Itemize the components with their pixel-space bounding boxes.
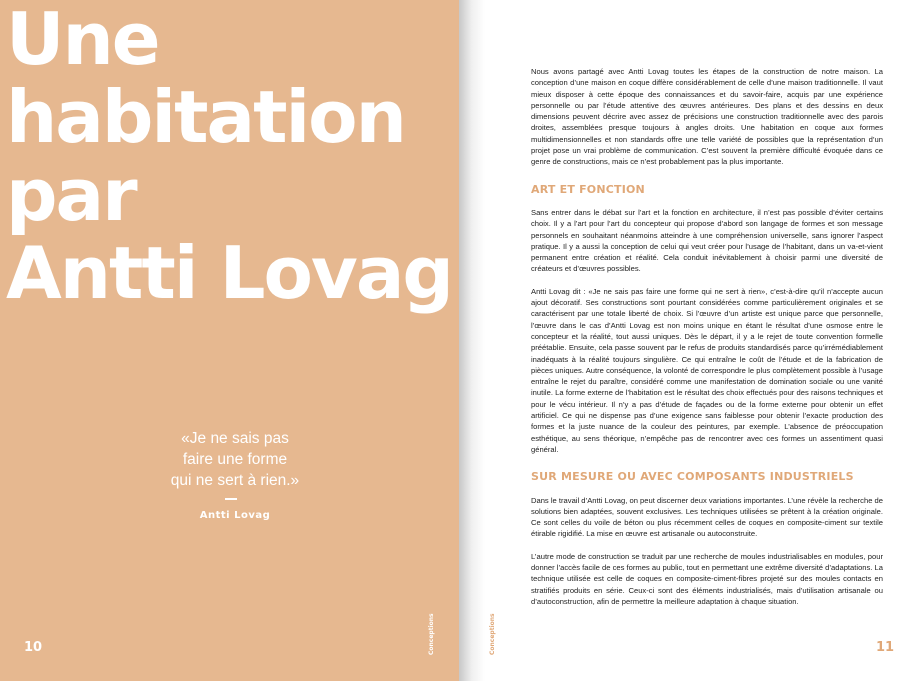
paragraph: L’autre mode de construction se traduit par une recherche de moules industrialisables en modules, pour donner l’accès facile de ces formes au public, tout en permettant une extrême diversité d’adaptations. La technique utilisée est celle de coques en composite-ciment-fibres projeté sur des moules contacts en stratifiés produits en série. Ceux-ci sont des éléments industrialisés, mais d’utilisation artisanale ou d’autoconstruction, afin de permettre la meilleure adaptation à chaque situation.	[531, 551, 883, 606]
quote-divider	[225, 498, 237, 500]
title-line: Une	[6, 0, 159, 81]
section-heading: SUR MESURE OU AVEC COMPOSANTS INDUSTRIELS	[531, 470, 854, 484]
gutter-shadow	[459, 0, 485, 681]
quote-line: qui ne sert à rien.»	[170, 472, 300, 489]
page-number: 10	[24, 640, 43, 655]
paragraph: Antti Lovag dit : «Je ne sais pas faire une forme qui ne sert à rien», c’est-à-dire qu’il n’accepte aucun ajout décoratif. Ses constructions sont pourtant considérées comme particulièrement originales et se caractérisent par une totale liberté de choix. Si l’œuvre d’un artiste est unique parce que personnelle, l’œuvre dans le cas d’Antti Lovag est non moins unique en étant le résultat d’une osmose entre le concepteur et la réalité, tout aussi uniques. Dès le départ, il y a le rejet de toute convention formelle préétablie. Ensuite, cela passe souvent par le refus de produits standardisés parce qu’irrémédiablement inadéquats à la réalité toujours singulière. Ce qui entraîne le coût de l’étude et de la fabrication de pièces uniques. Autre conséquence, la volonté de correspondre le plus complètement possible à l’usage entraîne le rejet du paraître, considéré comme une manifestation de domination sociale ou une vanité inutile. La forme externe de l’habitation est le résultat des choix effectués pour des raisons techniques et pour le vécu intérieur. Il n’y a pas d’étude de façades ou de la forme externe pour obtenir un effet artificiel. Ce qui ne dispense pas d’une exigence sans faiblesse pour obtenir l’exacte production des formes et la juste nuance de la couleur des peintures, par exemple. L’absence de préoccupation esthétique, au sens théorique, n’empêche pas de rencontrer avec ces formes un assentiment quasi général.	[531, 286, 883, 454]
article-body	[531, 66, 883, 618]
running-header: Conceptions	[489, 613, 496, 655]
title-line: habitation	[6, 75, 405, 159]
page-number: 11	[876, 640, 895, 655]
right-page	[459, 0, 918, 681]
title-line: Antti Lovag	[6, 231, 452, 315]
quote-line: faire une forme	[182, 451, 288, 468]
pull-quote	[140, 428, 330, 491]
title-line: par	[6, 153, 136, 237]
page-title	[6, 0, 452, 315]
section-heading: ART ET FONCTION	[531, 182, 645, 196]
running-header: Conceptions	[428, 613, 435, 655]
quote-author: Antti Lovag	[199, 510, 271, 521]
paragraph: Sans entrer dans le débat sur l’art et la fonction en architecture, il n’est pas possible d’éviter certains choix. Il y a l’art pour l’art du concepteur qui propose d’abord son langage de formes et son message personnels en souhaitant néanmoins atteindre à une compréhension universelle, sans ignorer l’aspect pratique. Il y a aussi la conception de celui qui veut créer pour l’usage de l’habitant, dans un va-et-vient permanent entre création et réalité. Cela conduit inévitablement à choisir parmi une diversité de créateurs et d’œuvres possibles.	[531, 207, 883, 274]
intro-paragraph: Nous avons partagé avec Antti Lovag toutes les étapes de la construction de notre maison. La conception d’une maison en coque diffère considérablement de celle d’une maison traditionnelle. Il vaut mieux disposer à cette époque des connaissances et du savoir-faire, acquis par une expérience personnelle ou par l’étude attentive des œuvres antérieures. Des plans et des dessins en deux dimensions peuvent décrire avec assez de précisions une construction traditionnelle avec des parois droites, assemblées presque toujours à angles droits. Une habitation en coque aux formes multidimensionnelles et non standards offre une telle variété de possibles que la représentation d’un projet pose un vrai problème de communication. C’est souvent la première difficulté évoquée dans ce genre de constructions, mais ce n’est probablement pas la plus importante.	[531, 67, 883, 167]
quote-line: «Je ne sais pas	[181, 430, 289, 447]
paragraph: Dans le travail d’Antti Lovag, on peut discerner deux variations importantes. L’une révèle la recherche de solutions bien adaptées, souvent exclusives. Les techniques utilisées se prêtent à la création originale. Ce sont celles du voile de béton ou plus récemment celles de coques en composite-ciment sur textile étirable rigidifié. La mise en œuvre est artisanale ou autoconstruite.	[531, 495, 883, 539]
